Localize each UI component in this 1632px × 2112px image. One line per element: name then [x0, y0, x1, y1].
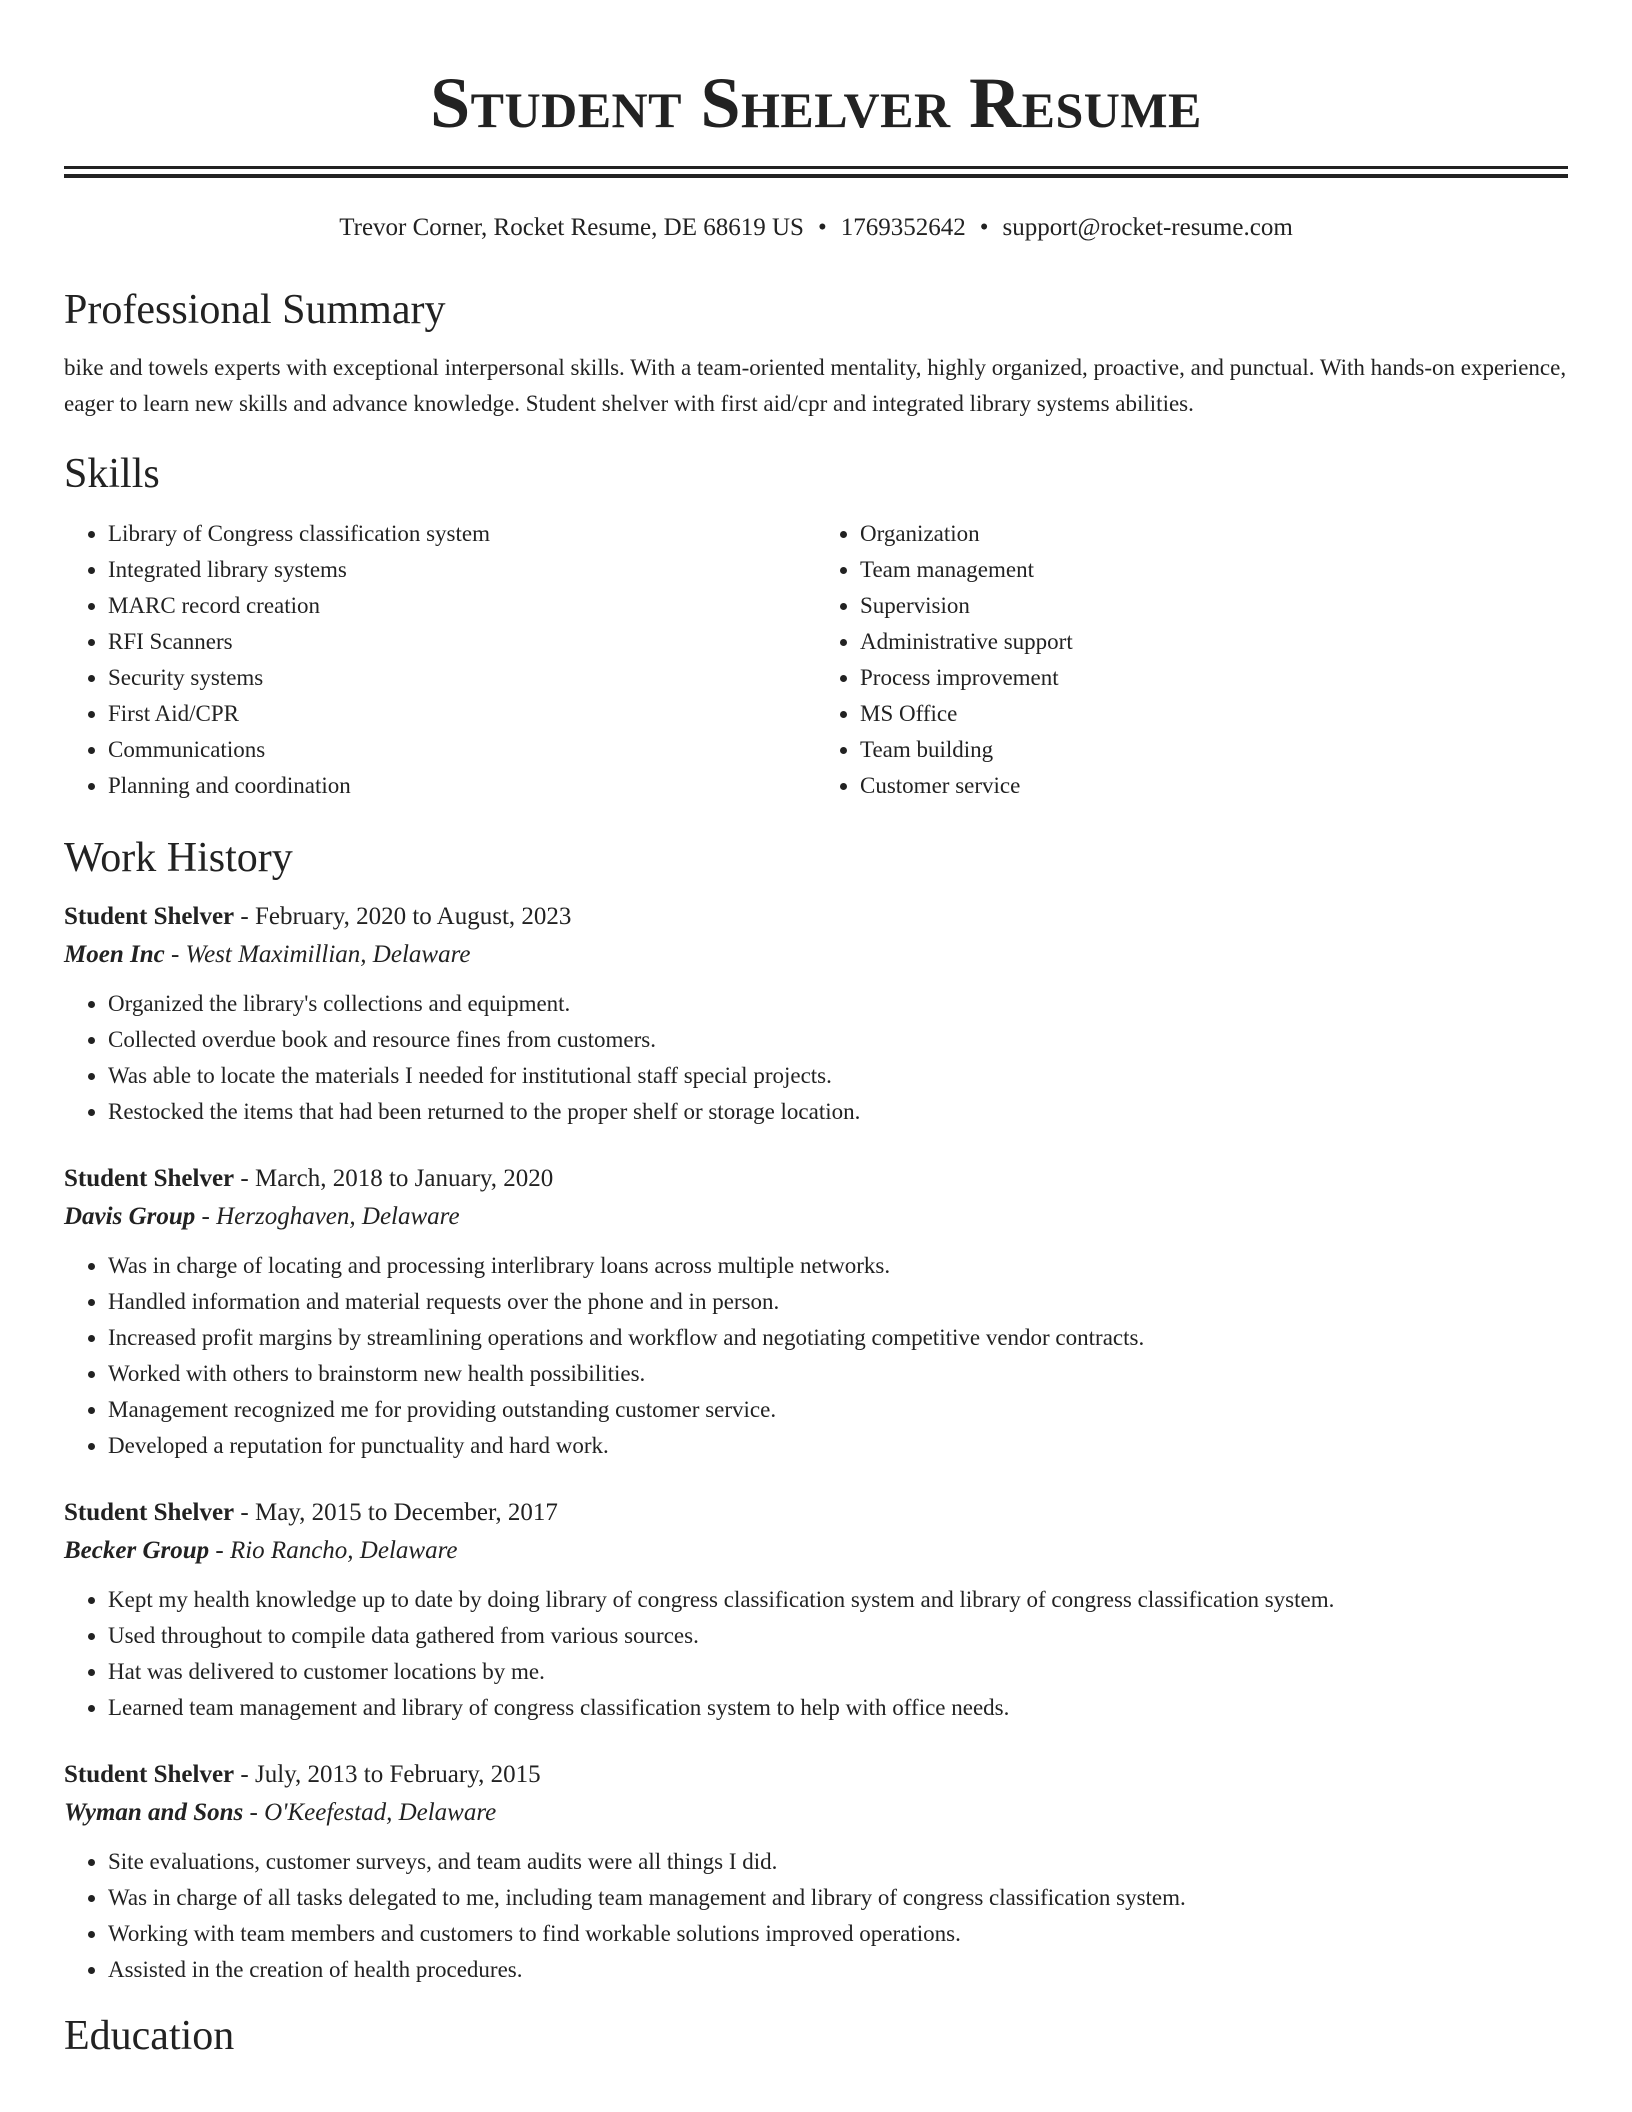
skill-item: • Process improvement: [860, 660, 1568, 696]
job-bullet: • Kept my health knowledge up to date by doing library of congress classification system and library of congress classification system.: [108, 1582, 1568, 1618]
skill-item: • Supervision: [860, 588, 1568, 624]
skills-list: [64, 516, 1568, 804]
job-dash: -: [195, 1203, 217, 1230]
job-entry: [64, 1160, 1568, 1464]
job-header: [64, 1160, 1568, 1198]
job-bullet: • Was in charge of all tasks delegated to me, including team management and library of congress classification system.: [108, 1880, 1568, 1916]
skill-item: • First Aid/CPR: [108, 696, 816, 732]
job-bullet: • Management recognized me for providing outstanding customer service.: [108, 1392, 1568, 1428]
job-dash: -: [234, 903, 255, 930]
job-bullet: • Worked with others to brainstorm new health possibilities.: [108, 1356, 1568, 1392]
title-divider-top: [64, 166, 1568, 169]
job-company-line: [64, 1198, 1568, 1236]
job-bullet: • Restocked the items that had been returned to the proper shelf or storage location.: [108, 1094, 1568, 1130]
job-bullet: • Site evaluations, customer surveys, and team audits were all things I did.: [108, 1844, 1568, 1880]
skill-item: • Customer service: [860, 768, 1568, 804]
job-dash: -: [234, 1499, 255, 1526]
job-role: Student Shelver: [64, 1761, 235, 1788]
summary-heading: Professional Summary: [64, 287, 446, 333]
job-dates: February, 2020 to August, 2023: [254, 903, 572, 930]
page-title: Student Shelver Resume: [430, 63, 1202, 143]
job-dash: -: [234, 1761, 255, 1788]
job-dash: -: [234, 1165, 255, 1192]
skill-item: • Communications: [108, 732, 816, 768]
skills-heading: Skills: [64, 451, 160, 497]
job-company-line: [64, 1794, 1568, 1832]
job-entry: [64, 898, 1568, 1130]
job-bullet: • Increased profit margins by streamlining operations and workflow and negotiating competitive vendor contracts.: [108, 1320, 1568, 1356]
skills-column-right: [816, 516, 1568, 804]
job-bullet: • Handled information and material requests over the phone and in person.: [108, 1284, 1568, 1320]
job-role: Student Shelver: [64, 1165, 235, 1192]
job-role: Student Shelver: [64, 903, 235, 930]
job-dates: March, 2018 to January, 2020: [254, 1165, 554, 1192]
skill-item: • Planning and coordination: [108, 768, 816, 804]
job-role: Student Shelver: [64, 1499, 235, 1526]
skills-column-left: [64, 516, 816, 804]
job-company-line: [64, 1532, 1568, 1570]
job-company-line: [64, 936, 1568, 974]
contact-line: [64, 212, 1568, 244]
contact-separator: •: [979, 214, 989, 241]
job-bullets: [64, 1248, 1568, 1464]
job-dates: May, 2015 to December, 2017: [254, 1499, 558, 1526]
skill-item: • Security systems: [108, 660, 816, 696]
job-bullet: • Collected overdue book and resource fines from customers.: [108, 1022, 1568, 1058]
job-location: Herzoghaven, Delaware: [216, 1203, 460, 1230]
job-location: West Maximillian, Delaware: [185, 941, 471, 968]
job-header: [64, 1756, 1568, 1794]
job-dash: -: [164, 941, 186, 968]
job-bullet: • Organized the library's collections and equipment.: [108, 986, 1568, 1022]
job-bullet: • Developed a reputation for punctuality and hard work.: [108, 1428, 1568, 1464]
job-bullet: • Hat was delivered to customer locations by me.: [108, 1654, 1568, 1690]
skill-item: • Library of Congress classification system: [108, 516, 816, 552]
job-entry: [64, 1756, 1568, 1988]
job-company: Davis Group: [64, 1203, 196, 1230]
job-dates: July, 2013 to February, 2015: [254, 1761, 541, 1788]
resume-page: [64, 0, 1568, 2062]
skill-item: • RFI Scanners: [108, 624, 816, 660]
job-bullets: [64, 1582, 1568, 1726]
skill-item: • MARC record creation: [108, 588, 816, 624]
work-history-heading: Work History: [64, 835, 293, 881]
job-dash: -: [209, 1537, 230, 1564]
job-location: O'Keefestad, Delaware: [264, 1799, 497, 1826]
skill-item: • Administrative support: [860, 624, 1568, 660]
contact-separator: •: [817, 214, 827, 241]
job-company: Wyman and Sons: [64, 1799, 244, 1826]
job-entry: [64, 1494, 1568, 1726]
job-bullet: • Was able to locate the materials I needed for institutional staff special projects.: [108, 1058, 1568, 1094]
job-bullet: • Was in charge of locating and processing interlibrary loans across multiple networks.: [108, 1248, 1568, 1284]
contact-address: Trevor Corner, Rocket Resume, DE 68619 US: [339, 214, 804, 241]
contact-phone: 1769352642: [840, 214, 966, 241]
job-bullet: • Used throughout to compile data gathered from various sources.: [108, 1618, 1568, 1654]
job-header: [64, 1494, 1568, 1532]
job-bullet: • Assisted in the creation of health procedures.: [108, 1952, 1568, 1988]
title-divider-bottom: [64, 174, 1568, 178]
job-dash: -: [243, 1799, 265, 1826]
job-bullets: [64, 1844, 1568, 1988]
skill-item: • MS Office: [860, 696, 1568, 732]
job-header: [64, 898, 1568, 936]
job-company: Moen Inc: [64, 941, 165, 968]
job-location: Rio Rancho, Delaware: [229, 1537, 458, 1564]
contact-email: support@rocket-resume.com: [1002, 214, 1293, 241]
job-company: Becker Group: [64, 1537, 210, 1564]
job-bullet: • Working with team members and customers to find workable solutions improved operations.: [108, 1916, 1568, 1952]
summary-text: bike and towels experts with exceptional interpersonal skills. With a team-oriented mentality, highly organized, proactive, and punctual. With hands-on experience, eager to learn new skills and advance knowledge. Student shelver with first aid/cpr and integrated library systems abilities.: [64, 355, 1567, 416]
skill-item: • Team management: [860, 552, 1568, 588]
skill-item: • Organization: [860, 516, 1568, 552]
job-bullet: • Learned team management and library of congress classification system to help with office needs.: [108, 1690, 1568, 1726]
skill-item: • Integrated library systems: [108, 552, 816, 588]
skill-item: • Team building: [860, 732, 1568, 768]
job-bullets: [64, 986, 1568, 1130]
education-heading: Education: [64, 2013, 235, 2059]
